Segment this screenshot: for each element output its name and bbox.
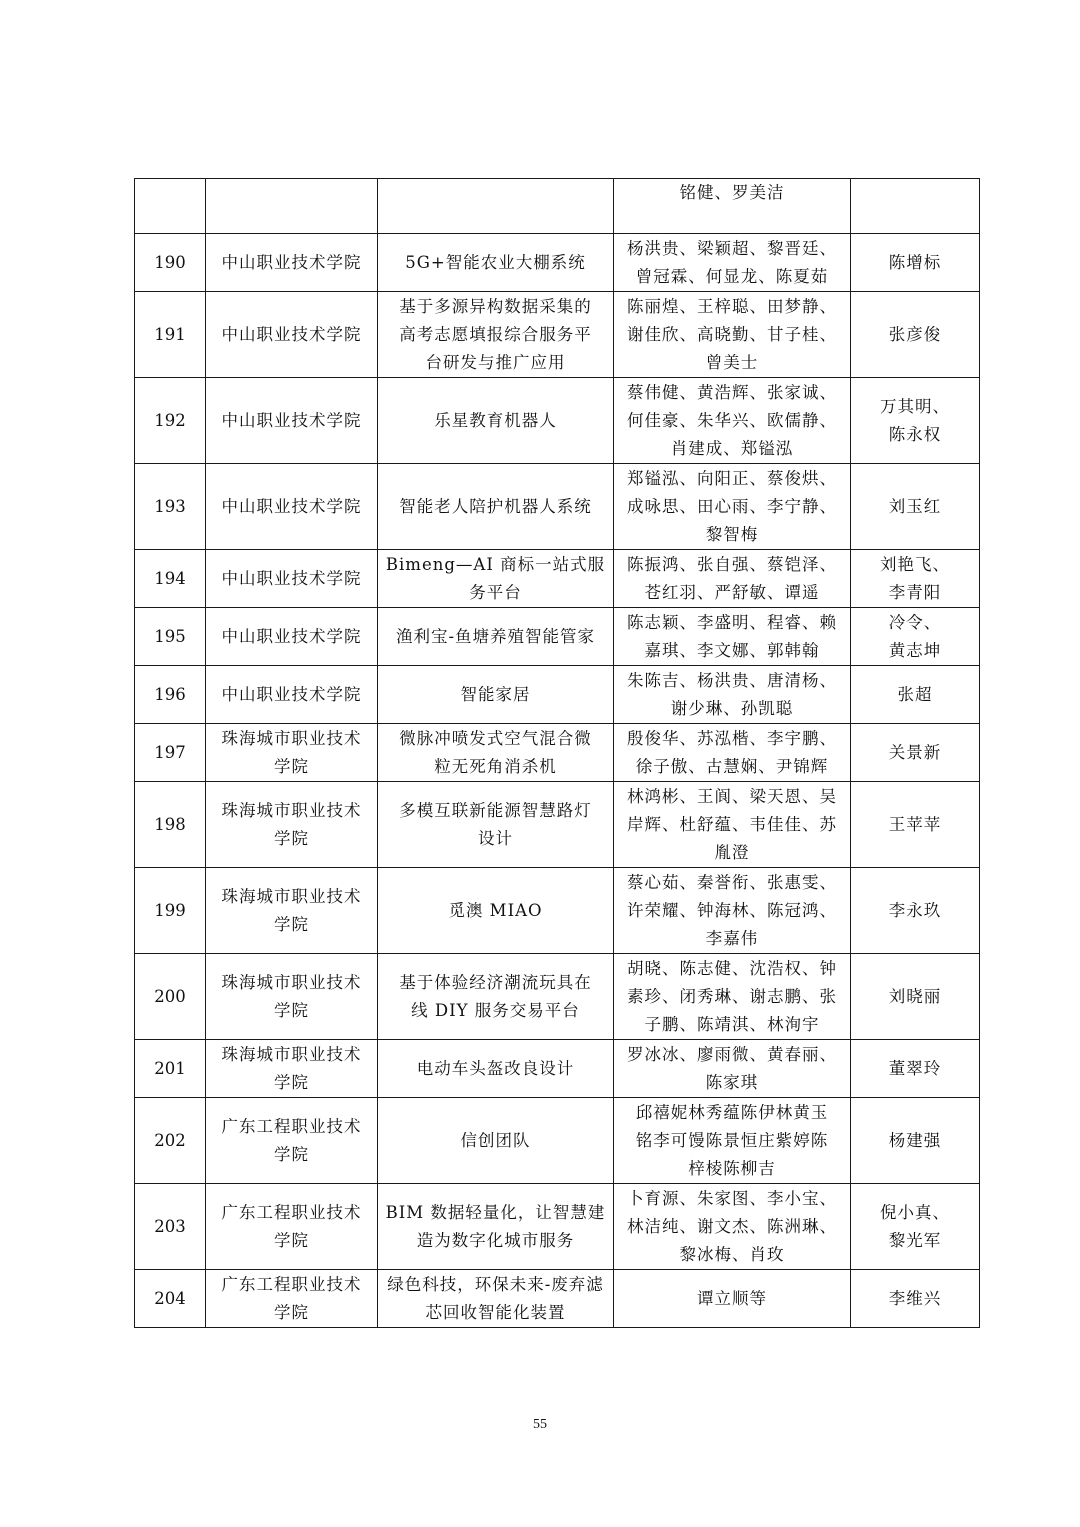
- team-members-cell: 蔡心茹、秦誉衔、张惠雯、 许荣耀、钟海林、陈冠鸿、 李嘉伟: [614, 868, 851, 954]
- advisor-cell: 关景新: [851, 724, 980, 782]
- school-cell: 珠海城市职业技术 学院: [206, 782, 378, 868]
- table-row: [135, 1270, 980, 1328]
- team-members-cell: 殷俊华、苏泓楷、李宇鹏、 徐子傲、古慧娴、尹锦辉: [614, 724, 851, 782]
- table-body: [135, 179, 980, 1328]
- advisor-cell: 刘玉红: [851, 464, 980, 550]
- table-row: [135, 868, 980, 954]
- table-row: [135, 378, 980, 464]
- row-number-cell: 193: [135, 464, 206, 550]
- table-row: [135, 292, 980, 378]
- team-members-cell: 陈振鸿、张自强、蔡铠泽、 苍红羽、严舒敏、谭遥: [614, 550, 851, 608]
- team-members-cell: 郑镒泓、向阳正、蔡俊烘、 成咏思、田心雨、李宁静、 黎智梅: [614, 464, 851, 550]
- table-row: [135, 464, 980, 550]
- advisor-cell: 万其明、 陈永权: [851, 378, 980, 464]
- table-row: [135, 782, 980, 868]
- advisor-cell: 王苹苹: [851, 782, 980, 868]
- table-row: [135, 724, 980, 782]
- advisor-cell: 刘艳飞、 李青阳: [851, 550, 980, 608]
- row-number-cell: 194: [135, 550, 206, 608]
- row-number-cell: 192: [135, 378, 206, 464]
- page-number: 55: [533, 1417, 547, 1432]
- advisor-cell: 董翠玲: [851, 1040, 980, 1098]
- table-row: [135, 1040, 980, 1098]
- project-name-cell: 基于体验经济潮流玩具在 线 DIY 服务交易平台: [378, 954, 614, 1040]
- table-row: [135, 608, 980, 666]
- team-members-cell: 蔡伟健、黄浩辉、张家诚、 何佳豪、朱华兴、欧儒静、 肖建成、郑镒泓: [614, 378, 851, 464]
- row-number-cell: 202: [135, 1098, 206, 1184]
- row-number-cell: 200: [135, 954, 206, 1040]
- project-name-cell: 觅澳 MIAO: [378, 868, 614, 954]
- school-cell: 中山职业技术学院: [206, 608, 378, 666]
- school-cell: 广东工程职业技术 学院: [206, 1098, 378, 1184]
- row-number-cell: [135, 179, 206, 234]
- project-name-cell: 乐星教育机器人: [378, 378, 614, 464]
- advisor-cell: 李永玖: [851, 868, 980, 954]
- table-row: [135, 954, 980, 1040]
- row-number-cell: 197: [135, 724, 206, 782]
- team-members-cell: 谭立顺等: [614, 1270, 851, 1328]
- project-name-cell: 智能家居: [378, 666, 614, 724]
- team-members-cell: 铭健、罗美洁: [614, 179, 851, 234]
- table-row: [135, 1184, 980, 1270]
- school-cell: [206, 179, 378, 234]
- advisor-cell: 刘晓丽: [851, 954, 980, 1040]
- row-number-cell: 199: [135, 868, 206, 954]
- school-cell: 广东工程职业技术 学院: [206, 1184, 378, 1270]
- project-name-cell: 电动车头盔改良设计: [378, 1040, 614, 1098]
- team-members-cell: 邱禧妮林秀蕴陈伊林黄玉 铭李可馒陈景恒庄紫婷陈 梓棱陈柳吉: [614, 1098, 851, 1184]
- advisor-cell: 陈增标: [851, 234, 980, 292]
- school-cell: 中山职业技术学院: [206, 292, 378, 378]
- awards-table: [134, 178, 980, 1328]
- team-members-cell: 杨洪贵、梁颖超、黎晋廷、 曾冠霖、何显龙、陈夏茹: [614, 234, 851, 292]
- advisor-cell: 张彦俊: [851, 292, 980, 378]
- table-row: [135, 1098, 980, 1184]
- table-row: [135, 550, 980, 608]
- school-cell: 珠海城市职业技术 学院: [206, 954, 378, 1040]
- team-members-cell: 林鸿彬、王阆、梁天恩、吴 岸辉、杜舒蕴、韦佳佳、苏 胤澄: [614, 782, 851, 868]
- row-number-cell: 190: [135, 234, 206, 292]
- school-cell: 中山职业技术学院: [206, 550, 378, 608]
- project-name-cell: [378, 179, 614, 234]
- advisor-cell: [851, 179, 980, 234]
- project-name-cell: 信创团队: [378, 1098, 614, 1184]
- school-cell: 中山职业技术学院: [206, 378, 378, 464]
- team-members-cell: 朱陈吉、杨洪贵、唐清杨、 谢少琳、孙凯聪: [614, 666, 851, 724]
- row-number-cell: 195: [135, 608, 206, 666]
- advisor-cell: 张超: [851, 666, 980, 724]
- school-cell: 珠海城市职业技术 学院: [206, 724, 378, 782]
- school-cell: 中山职业技术学院: [206, 666, 378, 724]
- project-name-cell: 微脉冲喷发式空气混合微 粒无死角消杀机: [378, 724, 614, 782]
- project-name-cell: 5G+智能农业大棚系统: [378, 234, 614, 292]
- project-name-cell: Bimeng—AI 商标一站式服 务平台: [378, 550, 614, 608]
- school-cell: 中山职业技术学院: [206, 234, 378, 292]
- project-name-cell: 渔利宝-鱼塘养殖智能管家: [378, 608, 614, 666]
- table-row: [135, 666, 980, 724]
- row-number-cell: 196: [135, 666, 206, 724]
- advisor-cell: 李维兴: [851, 1270, 980, 1328]
- team-members-cell: 陈志颖、李盛明、程睿、赖 嘉琪、李文娜、郭韩翰: [614, 608, 851, 666]
- advisor-cell: 杨建强: [851, 1098, 980, 1184]
- row-number-cell: 201: [135, 1040, 206, 1098]
- row-number-cell: 204: [135, 1270, 206, 1328]
- project-name-cell: 多模互联新能源智慧路灯 设计: [378, 782, 614, 868]
- row-number-cell: 191: [135, 292, 206, 378]
- school-cell: 珠海城市职业技术 学院: [206, 868, 378, 954]
- project-name-cell: 智能老人陪护机器人系统: [378, 464, 614, 550]
- project-name-cell: BIM 数据轻量化，让智慧建 造为数字化城市服务: [378, 1184, 614, 1270]
- project-name-cell: 基于多源异构数据采集的 高考志愿填报综合服务平 台研发与推广应用: [378, 292, 614, 378]
- school-cell: 广东工程职业技术 学院: [206, 1270, 378, 1328]
- advisor-cell: 倪小真、 黎光军: [851, 1184, 980, 1270]
- team-members-cell: 陈丽煌、王梓聪、田梦静、 谢佳欣、高晓勤、甘子桂、 曾美士: [614, 292, 851, 378]
- team-members-cell: 卜育源、朱家图、李小宝、 林洁纯、谢文杰、陈洲琳、 黎冰梅、肖玫: [614, 1184, 851, 1270]
- school-cell: 珠海城市职业技术 学院: [206, 1040, 378, 1098]
- table-row: [135, 179, 980, 234]
- team-members-cell: 胡晓、陈志健、沈浩权、钟 素珍、闭秀琳、谢志鹏、张 子鹏、陈靖淇、林洵宇: [614, 954, 851, 1040]
- project-name-cell: 绿色科技，环保未来-废弃滤 芯回收智能化装置: [378, 1270, 614, 1328]
- row-number-cell: 198: [135, 782, 206, 868]
- school-cell: 中山职业技术学院: [206, 464, 378, 550]
- row-number-cell: 203: [135, 1184, 206, 1270]
- team-members-cell: 罗冰冰、廖雨微、黄春丽、 陈家琪: [614, 1040, 851, 1098]
- advisor-cell: 冷令、 黄志坤: [851, 608, 980, 666]
- table-row: [135, 234, 980, 292]
